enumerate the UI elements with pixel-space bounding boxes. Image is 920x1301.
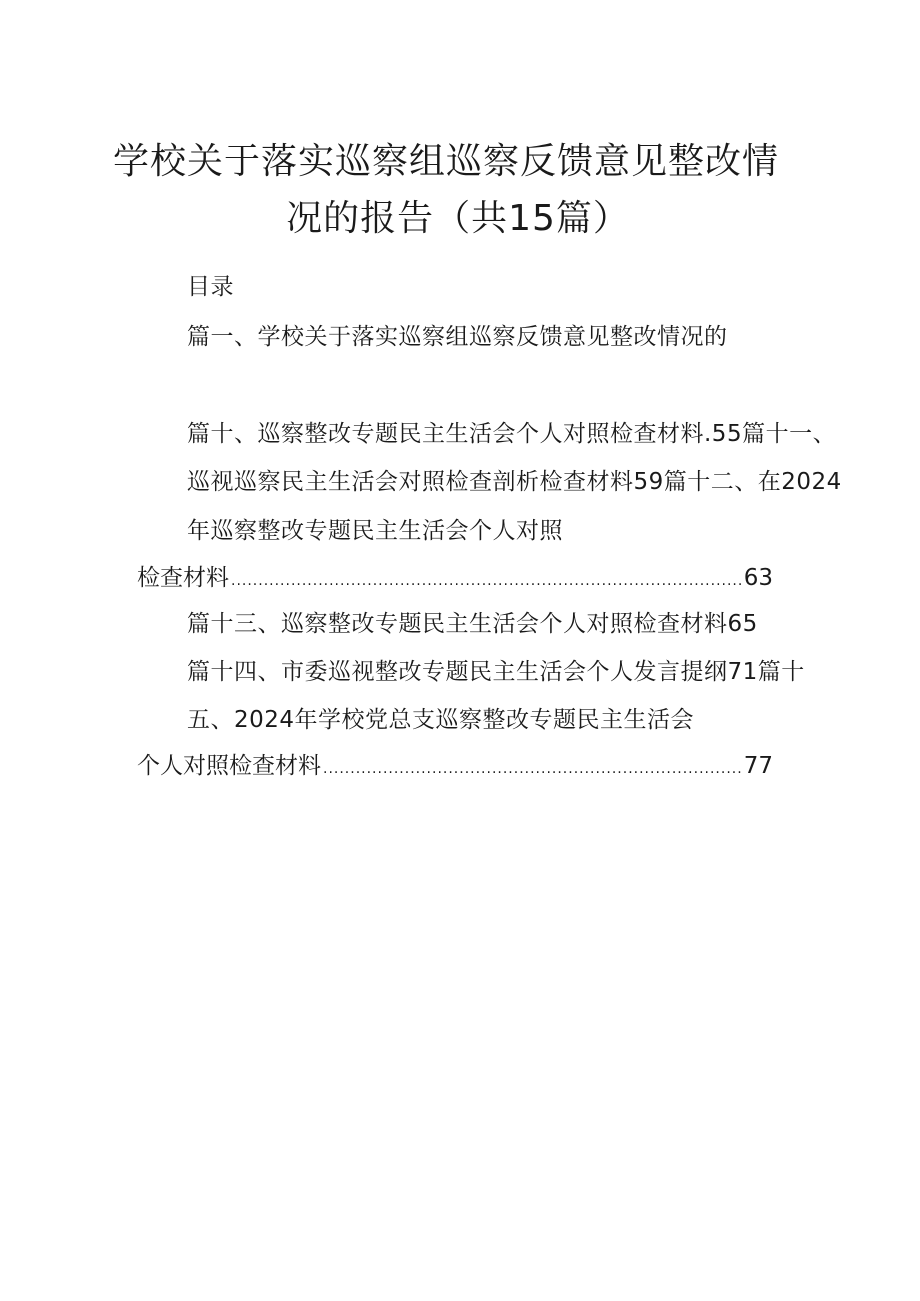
toc-entry: 年巡察整改专题民主生活会个人对照 <box>187 518 563 544</box>
toc-heading: 目录 <box>187 274 234 300</box>
toc-page-number: 77 <box>743 753 773 779</box>
toc-entry: 巡视巡察民主生活会对照检查剖析检查材料59篇十二、在2024 <box>187 469 842 495</box>
toc-page-number: 63 <box>743 565 773 591</box>
document-title-line-1: 学校关于落实巡察组巡察反馈意见整改情 <box>112 141 779 182</box>
document-title-line-2: 况的报告（共15篇） <box>286 198 630 239</box>
toc-entry-text: 检查材料 <box>137 565 229 591</box>
dot-leader <box>323 761 742 777</box>
toc-entry: 篇十、巡察整改专题民主生活会个人对照检查材料.55篇十一、 <box>187 421 837 447</box>
toc-entry: 篇一、学校关于落实巡察组巡察反馈意见整改情况的 <box>187 324 728 350</box>
dot-leader <box>231 573 742 589</box>
toc-entry-with-leader <box>137 559 773 592</box>
toc-entry-text: 个人对照检查材料 <box>137 753 321 779</box>
toc-entry: 篇十四、市委巡视整改专题民主生活会个人发言提纲71篇十 <box>187 659 805 685</box>
toc-entry-with-leader <box>137 747 773 780</box>
toc-entry: 篇十三、巡察整改专题民主生活会个人对照检查材料65 <box>187 611 758 637</box>
toc-entry: 五、2024年学校党总支巡察整改专题民主生活会 <box>187 707 695 733</box>
